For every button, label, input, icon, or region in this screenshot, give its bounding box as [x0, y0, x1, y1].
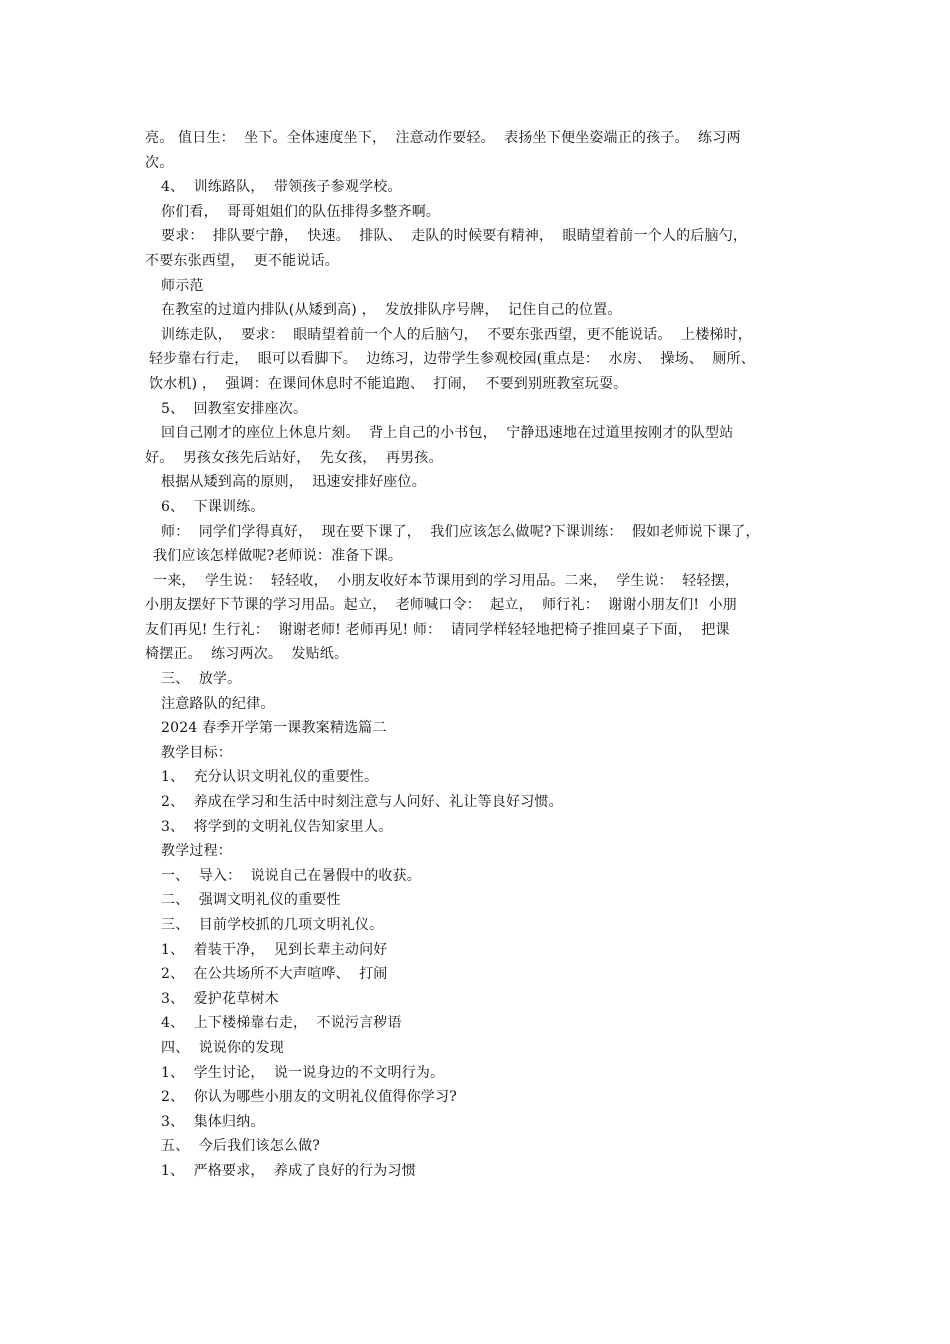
text-line: 1、 严格要求， 养成了良好的行为习惯 — [161, 1162, 416, 1179]
text-line: 五、 今后我们该怎么做? — [161, 1138, 321, 1155]
text-line: 在教室的过道内排队(从矮到高) ， 发放排队序号牌， 记住自己的位置。 — [161, 302, 622, 319]
text-line: 师： 同学们学得真好， 现在要下课了， 我们应该怎么做呢?下课训练： 假如老师说下课了， — [161, 523, 760, 540]
text-line: 回自己刚才的座位上休息片刻。 背上自己的小书包， 宁静迅速地在过道里按刚才的队型站 — [161, 425, 734, 442]
text-line: 好。 男孩女孩先后站好， 先女孩， 再男孩。 — [145, 449, 443, 466]
text-line: 三、 目前学校抓的几项文明礼仪。 — [161, 917, 384, 933]
text-line: 小朋友摆好下节课的学习用品。起立， 老师喊口令： 起立， 师行礼： 谢谢小朋友们! 小朋 — [145, 597, 737, 614]
text-line: 1、 着装干净， 见到长辈主动问好 — [161, 941, 388, 958]
text-line: 你们看， 哥哥姐姐们的队伍排得多整齐啊。 — [161, 203, 441, 220]
text-line: 一来， 学生说： 轻轻收， 小朋友收好本节课用到的学习用品。二来， 学生说： 轻轻摆， — [153, 572, 740, 589]
text-line: 不要东张西望， 更不能说话。 — [145, 252, 339, 269]
text-line: 三、 放学。 — [161, 671, 242, 688]
text-line: 3、 爱护花草树木 — [161, 990, 279, 1007]
text-line: 注意路队的纪律。 — [161, 695, 275, 712]
text-line: 友们再见! 生行礼： 谢谢老师! 老师再见! 师： 请同学样轻轻地把椅子推回桌子下面， 把课 — [145, 621, 730, 638]
text-line: 一、 导入： 说说自己在暑假中的收获。 — [161, 867, 421, 884]
text-line: 5、 回教室安排座次。 — [161, 400, 308, 417]
text-line: 训练走队， 要求： 眼睛望着前一个人的后脑勺， 不要东张西望，更不能说话。 上楼梯时， — [161, 326, 752, 343]
text-line: 教学过程： — [161, 843, 232, 860]
text-line: 要求： 排队要宁静， 快速。 排队、 走队的时候要有精神， 眼睛望着前一个人的后脑勺， — [161, 228, 748, 245]
text-line: 2、 养成在学习和生活中时刻注意与人问好、礼让等良好习惯。 — [161, 794, 563, 811]
text-line: 2、 在公共场所不大声喧哗、 打闹 — [161, 966, 388, 983]
text-line: 四、 说说你的发现 — [161, 1039, 284, 1056]
text-line: 亮。 值日生： 坐下。全体速度坐下， 注意动作要轻。 表扬坐下便坐姿端正的孩子。 练习两 — [145, 130, 741, 146]
text-line: 3、 将学到的文明礼仪告知家里人。 — [161, 818, 393, 835]
text-line: 4、 上下楼梯靠右走， 不说污言秽语 — [161, 1015, 402, 1032]
text-line: 6、 下课训练。 — [161, 498, 265, 515]
text-line: 根据从矮到高的原则， 迅速安排好座位。 — [161, 474, 426, 491]
text-line: 饮水机) ， 强调：在课间休息时不能追跑、 打闹， 不要到别班教室玩耍。 — [149, 375, 628, 392]
text-line: 我们应该怎样做呢?老师说：准备下课。 — [153, 548, 403, 565]
text-line: 椅摆正。 练习两次。 发贴纸。 — [145, 646, 349, 663]
text-line: 4、 训练路队， 带领孩子参观学校。 — [161, 179, 402, 196]
text-line: 1、 学生讨论， 说一说身边的不文明行为。 — [161, 1064, 445, 1081]
text-line: 1、 充分认识文明礼仪的重要性。 — [161, 769, 379, 786]
document-body — [145, 126, 830, 1184]
text-line: 次。 — [145, 154, 174, 171]
text-line: 师示范 — [161, 277, 204, 294]
text-line: 2024 春季开学第一课教案精选篇二 — [161, 720, 387, 737]
text-line: 教学目标： — [161, 744, 232, 761]
text-line: 轻步靠右行走， 眼可以看脚下。 边练习，边带学生参观校园(重点是： 水房、 操场、 厕所、 — [149, 351, 755, 368]
text-line: 3、 集体归纳。 — [161, 1113, 265, 1130]
text-line: 2、 你认为哪些小朋友的文明礼仪值得你学习? — [161, 1089, 457, 1106]
text-line: 二、 强调文明礼仪的重要性 — [161, 892, 341, 909]
